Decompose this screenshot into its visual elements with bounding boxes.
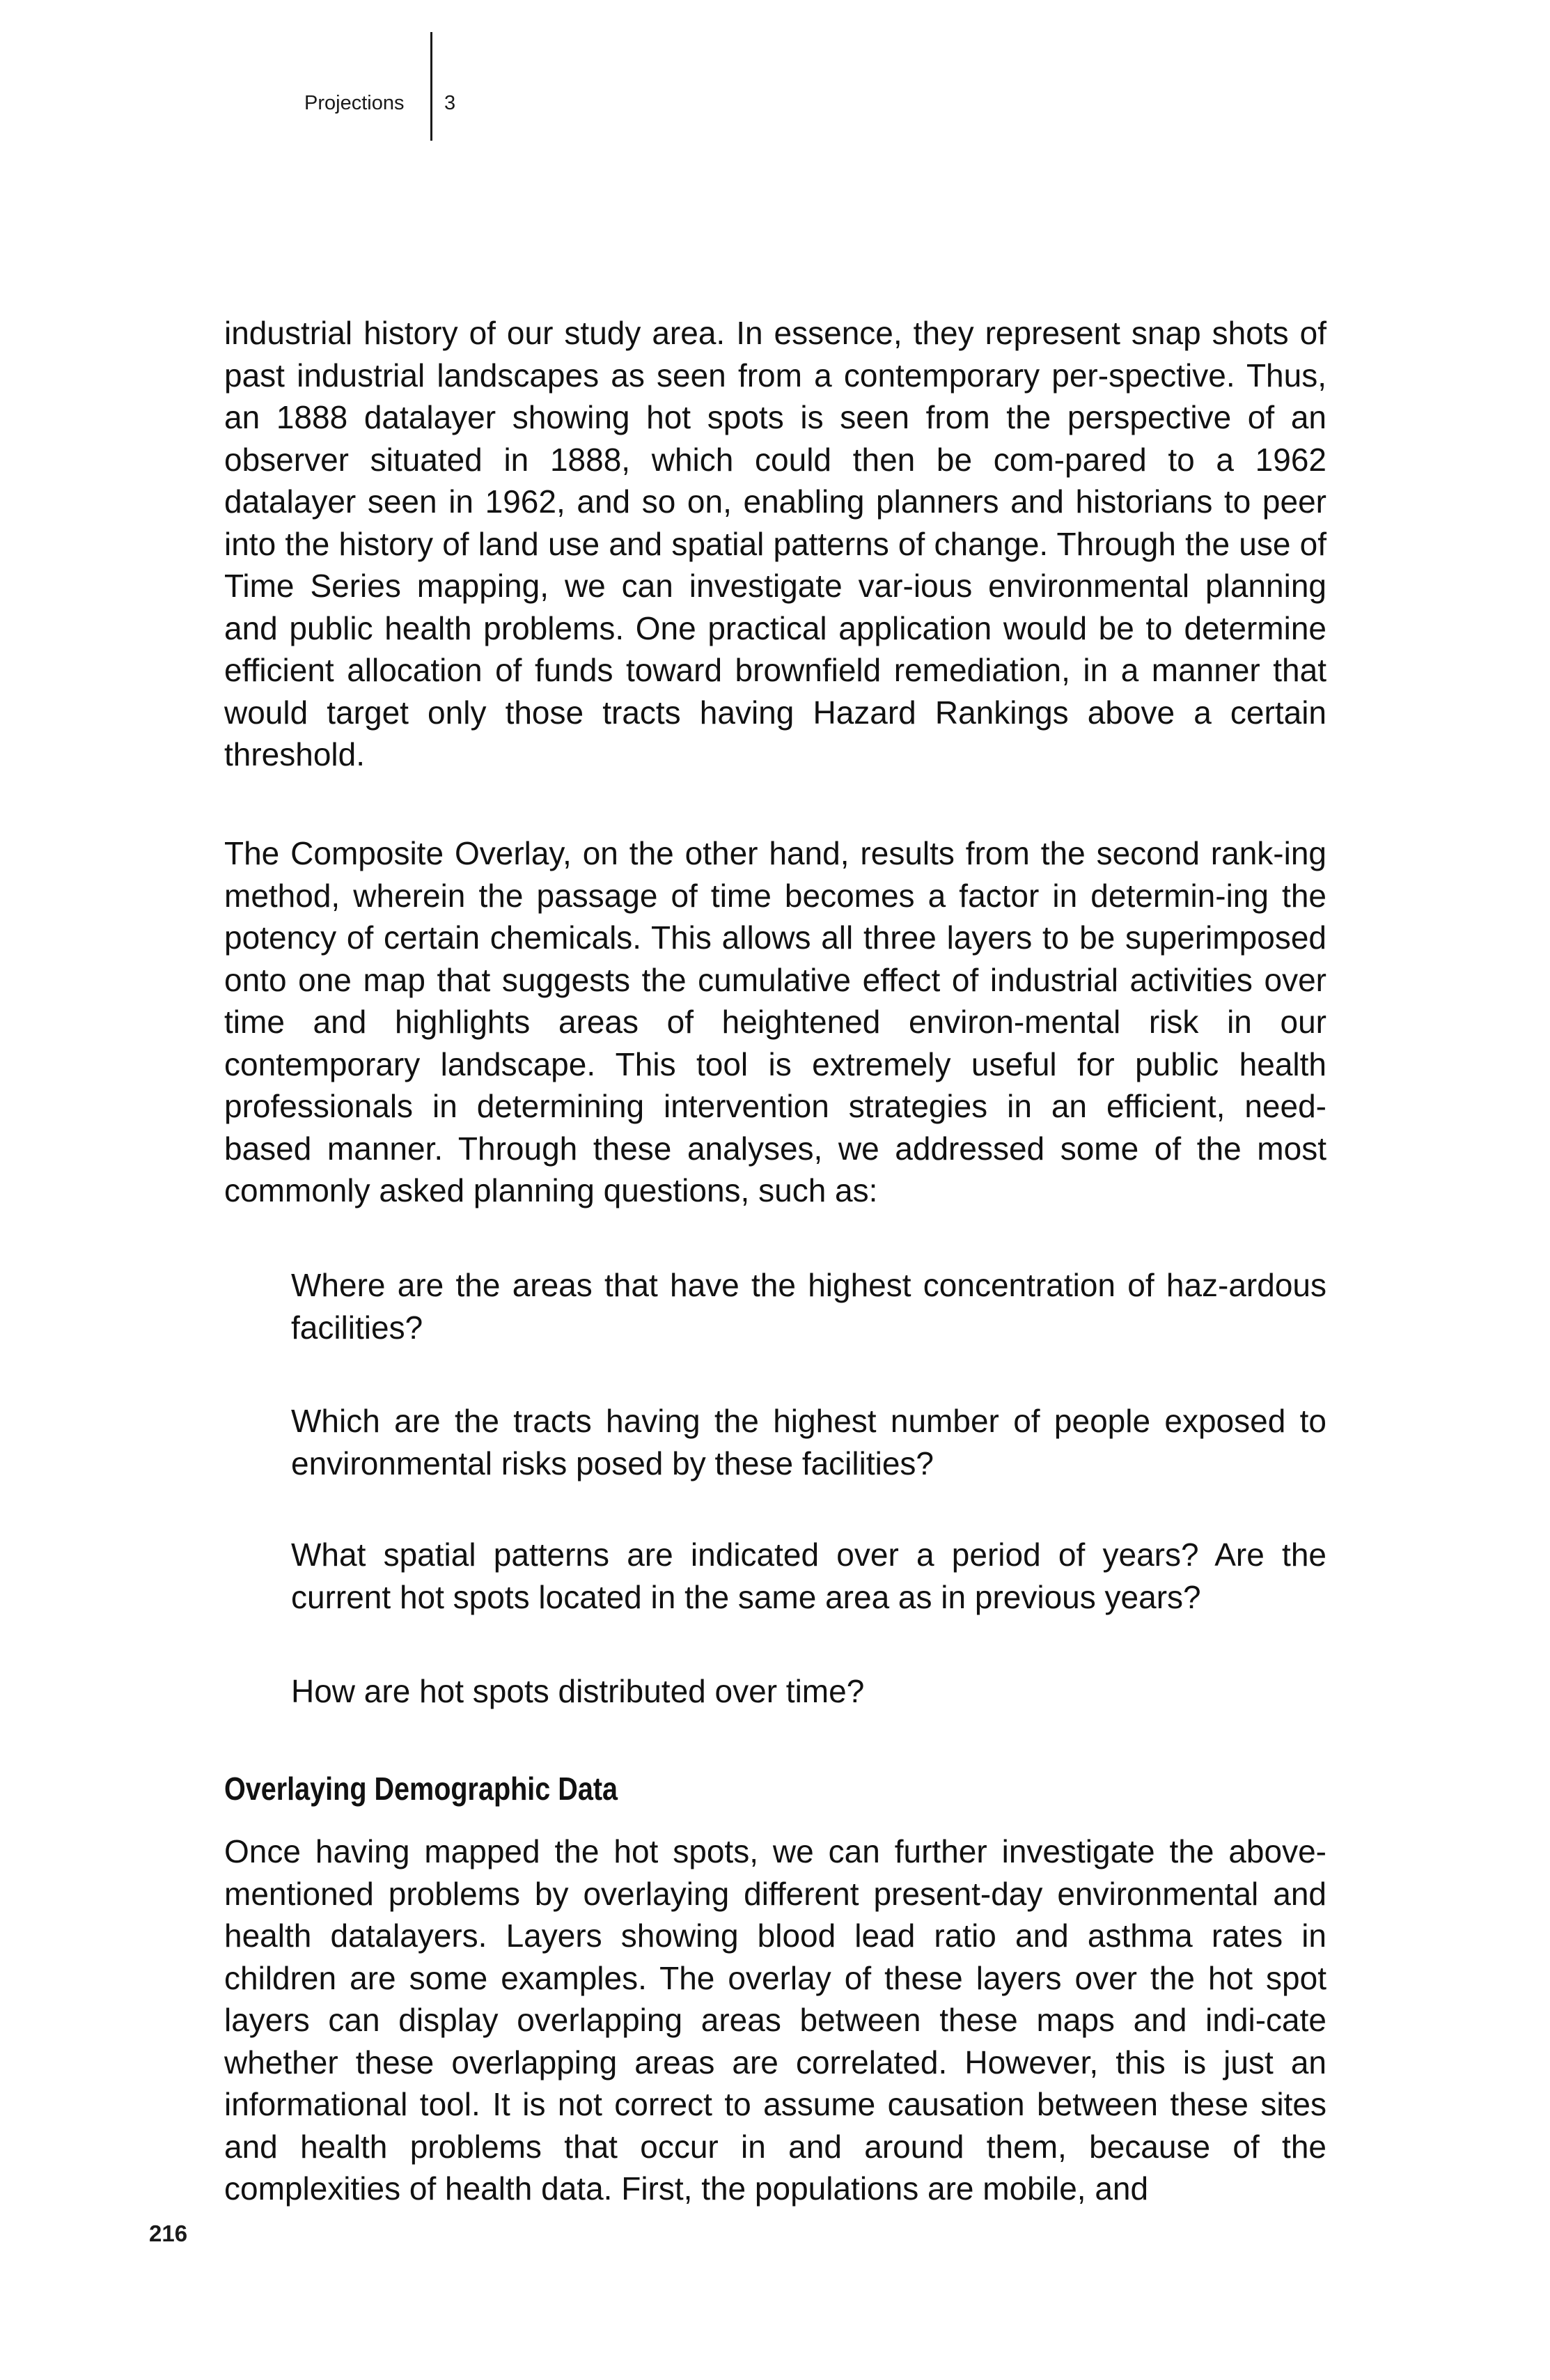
section-paragraph: Once having mapped the hot spots, we can further investigate the above-mentioned problems by overlaying different present-day environmental and health datalayers. Layers showing blood lead ratio and asthma rates in children are some examples. The overlay of these layers over the hot spot layers can display overlapping areas between these maps and indi-cate whether these overlapping areas are correlated. However, this is just an informational tool. It is not correct to assume causation between these sites and health problems that occur in and around them, because of the complexities of health data. First, the populations are mobile, and xyxy=(224,1833,1326,2207)
section-heading: Overlaying Demographic Data xyxy=(224,1771,618,1807)
page-number: 216 xyxy=(149,2220,188,2246)
running-head: Projections xyxy=(304,92,405,114)
running-head-rule xyxy=(430,32,432,141)
question-4: How are hot spots distributed over time? xyxy=(291,1673,865,1709)
body-paragraph-1: industrial history of our study area. In essence, they represent snap shots of past industrial landscapes as seen from a contemporary per-spective. Thus, an 1888 datalayer showing hot spots is seen from the perspective of an observer situated in 1888, which could then be com-pared to a 1962 datalayer seen in 1962, and so on, enabling planners and historians to peer into the history of land use and spatial patterns of change. Through the use of Time Series mapping, we can investigate var-ious environmental planning and public health problems. One practical application would be to determine efficient allocation of funds toward brownfield remediation, in a manner that would target only those tracts having Hazard Rankings above a certain threshold. xyxy=(224,315,1326,772)
chapter-number: 3 xyxy=(444,92,456,114)
question-2: Which are the tracts having the highest number of people exposed to environmental risks posed by these facilities? xyxy=(291,1403,1326,1481)
question-3: What spatial patterns are indicated over a period of years? Are the current hot spots located in the same area as in previous years? xyxy=(291,1537,1326,1615)
question-1: Where are the areas that have the highest concentration of haz-ardous facilities? xyxy=(291,1267,1326,1346)
body-paragraph-2: The Composite Overlay, on the other hand, results from the second rank-ing method, wherein the passage of time becomes a factor in determin-ing the potency of certain chemicals. This allows all three layers to be superimposed onto one map that suggests the cumulative effect of industrial activities over time and highlights areas of heightened environ-mental risk in our contemporary landscape. This tool is extremely useful for public health professionals in determining intervention strategies in an efficient, need-based manner. Through these analyses, we addressed some of the most commonly asked planning questions, such as: xyxy=(224,835,1326,1208)
